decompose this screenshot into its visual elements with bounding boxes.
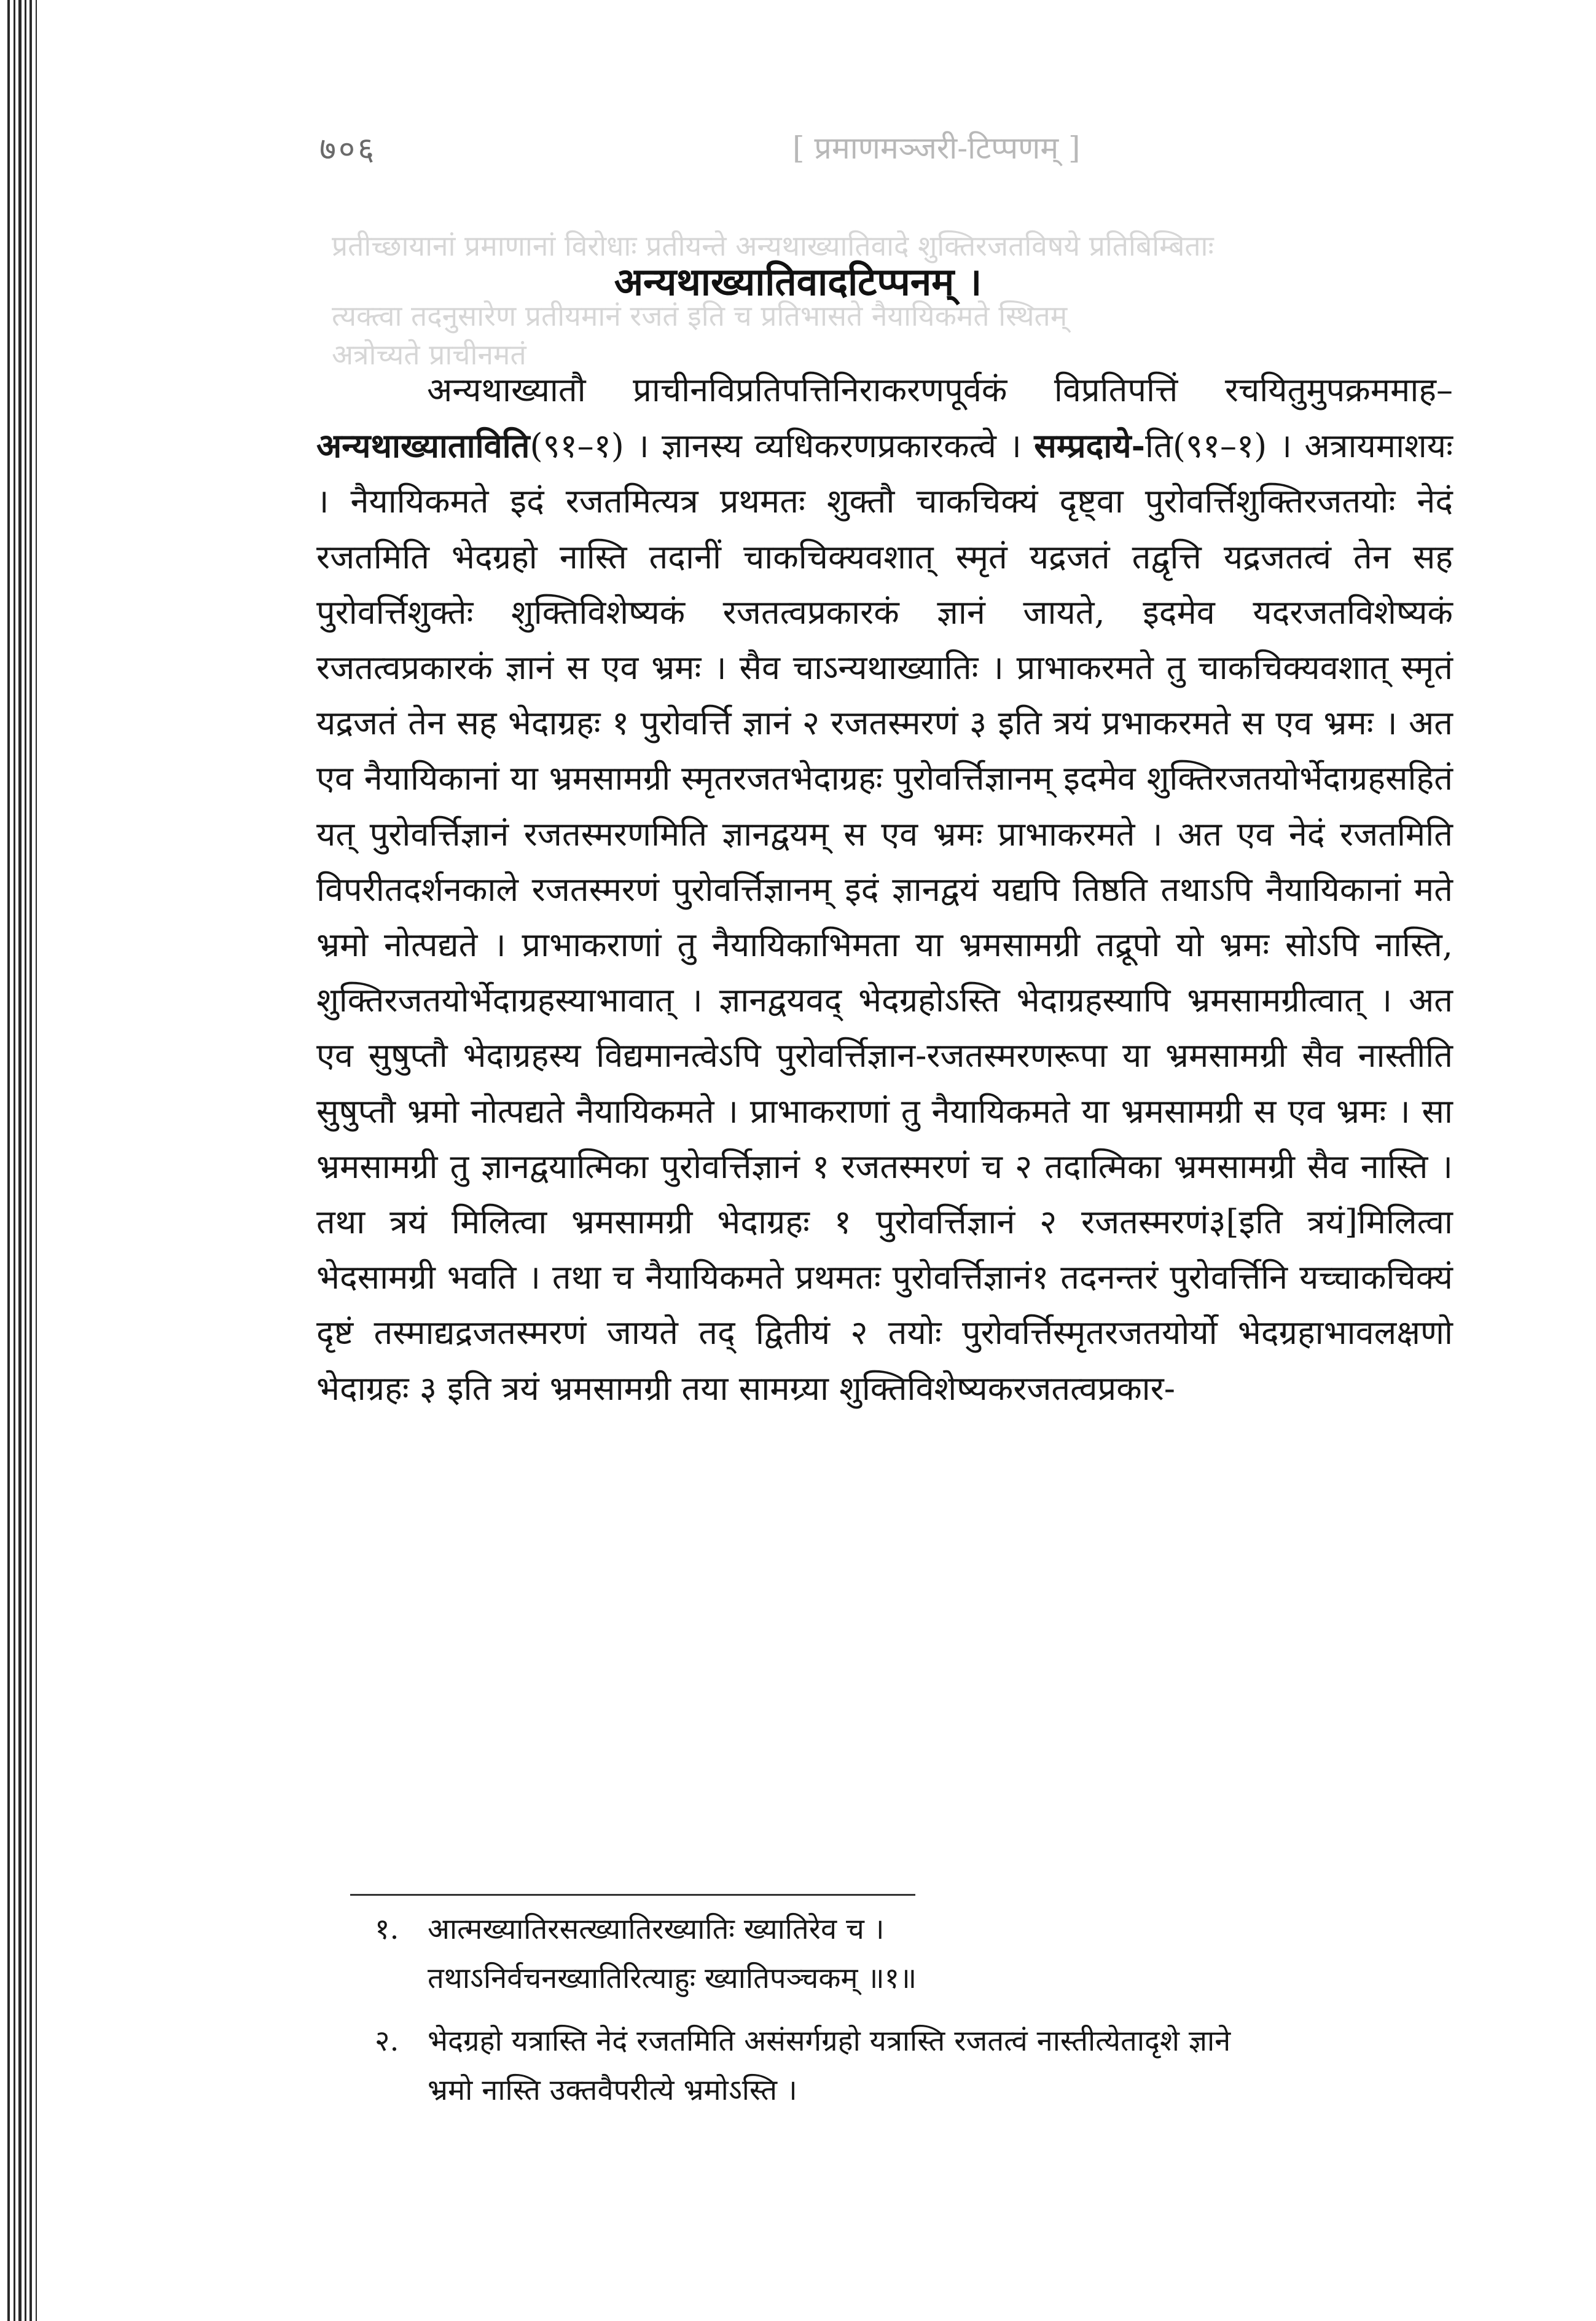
- body-text-segment: ति(९१–१) । अत्रायमाशयः । नैयायिकमते इदं रजतमित्यत्र प्रथमतः शुक्तौ चाकचिक्यं दृष्ट्वा पुरोवर्त्तिशुक्तिरजतयोः नेदं रजतमिति भेदग्रहो नास्ति तदानीं चाकचिक्यवशात् स्मृतं यद्रजतं तद्वृत्ति यद्रजतत्वं तेन सह पुरोवर्त्तिशुक्तेः शुक्तिविशेष्यकं रजतत्वप्रकारकं ज्ञानं जायते, इदमेव यदरजतविशेष्यकं रजतत्वप्रकारकं ज्ञानं स एव भ्रमः । सैव चाऽन्यथाख्यातिः । प्राभाकरमते तु चाकचिक्यवशात् स्मृतं यद्रजतं तेन सह भेदाग्रहः १ पुरोवर्त्ति ज्ञानं २ रजतस्मरणं ३ इति त्रयं प्रभाकरमते स एव भ्रमः । अत एव नैयायिकानां या भ्रमसामग्री स्मृतरजतभेदाग्रहः पुरोवर्त्तिज्ञानम् इदमेव शुक्तिरजतयोर्भेदाग्रहसहितं यत् पुरोवर्त्तिज्ञानं रजतस्मरणमिति ज्ञानद्वयम् स एव भ्रमः प्राभाकरमते । अत एव नेदं रजतमिति विपरीतदर्शनकाले रजतस्मरणं पुरोवर्त्तिज्ञानम् इदं ज्ञानद्वयं यद्यपि तिष्ठति तथाऽपि नैयायिकानां मते भ्रमो नोत्पद्यते । प्राभाकराणां तु नैयायिकाभिमता या भ्रमसामग्री तद्रूपो यो भ्रमः सोऽपि नास्ति, शुक्तिरजतयोर्भेदाग्रहस्याभावात् । ज्ञानद्वयवद् भेदग्रहोऽस्ति भेदाग्रहस्यापि भ्रमसामग्रीत्वात् । अत एव सुषुप्तौ भेदाग्रहस्य विद्यमानत्वेऽपि पुरोवर्त्तिज्ञान-रजतस्मरणरूपा या भ्रमसामग्री सैव नास्तीति सुषुप्तौ भ्रमो नोत्पद्यते नैयायिकमते । प्राभाकराणां तु नैयायिकमते या भ्रमसामग्री स एव भ्रमः । सा भ्रमसामग्री तु ज्ञानद्वयात्मिका पुरोवर्त्तिज्ञानं १ रजतस्मरणं च २ तदात्मिका भ्रमसामग्री सैव नास्ति । तथा त्रयं मिलित्वा भ्रमसामग्री भेदाग्रहः १ पुरोवर्त्तिज्ञानं २ रजतस्मरणं३[इति त्रयं]मिलित्वा भेदसामग्री भवति । तथा च नैयायिकमते प्रथमतः पुरोवर्त्तिज्ञानं१ तदनन्तरं पुरोवर्त्तिनि यच्चाकचिक्यं दृष्टं तस्माद्यद्रजतस्मरणं जायते तद् द्वितीयं २ तयोः पुरोवर्त्तिस्मृतरजतयोर्यो भेदग्रहाभावलक्षणो भेदाग्रहः ३ इति त्रयं भ्रमसामग्री तया सामग्र्या शुक्तिविशेष्यकरजतत्वप्रकार-: [316, 426, 1453, 1408]
- lemma-bold: अन्यथाख्याताविति: [316, 426, 530, 466]
- footnote: [375, 1905, 1456, 2003]
- footnote: [375, 2017, 1456, 2115]
- body-text-segment: (९१–१) । ज्ञानस्य व्यधिकरणप्रकारकत्वे ।: [530, 426, 1035, 466]
- footnote-line: आत्मख्यातिरसत्ख्यातिरख्यातिः ख्यातिरेव च ।: [428, 1912, 885, 1946]
- bleed-through-line: प्रतीच्छायानां प्रमाणानां विरोधाः प्रतीयन्ते अन्यथाख्यातिवादे शुक्तिरजतविषये प्रतिबिम्बिताः: [332, 229, 1214, 262]
- footnote-line: भेदग्रहो यत्रास्ति नेदं रजतमिति असंसर्गग्रहो यत्रास्ति रजतत्वं नास्तीत्येतादृशे ज्ञाने: [428, 2024, 1231, 2058]
- lemma-bold: सम्प्रदाये-: [1034, 426, 1146, 466]
- footnote-line: तथाऽनिर्वचनख्यातिरित्याहुः ख्यातिपञ्चकम् ॥१॥: [428, 1962, 917, 1995]
- bleed-through-line: त्यक्त्वा तदनुसारेण प्रतीयमानं रजतं इति च प्रतिभासते नैयायिकमते स्थितम्: [332, 299, 1068, 332]
- footnotes: [375, 1905, 1456, 2129]
- page-number: ७०६: [319, 131, 377, 168]
- footnote-number: २.: [375, 2024, 399, 2058]
- footnote-number: १.: [375, 1912, 399, 1946]
- commentary-body: [316, 363, 1453, 1416]
- section-title: अन्यथाख्यातिवादटिप्पनम् ।: [614, 259, 982, 304]
- footnote-separator: [350, 1894, 915, 1896]
- binding-gutter: [0, 0, 49, 2321]
- bleed-through-line: अत्रोच्यते प्राचीनमतं: [332, 338, 526, 371]
- body-text-segment: अन्यथाख्यातौ प्राचीनविप्रतिपत्तिनिराकरणपूर्वकं विप्रतिपत्तिं रचयितुमुपक्रममाह–: [427, 371, 1453, 409]
- footnote-line: भ्रमो नास्ति उक्तवैपरीत्ये भ्रमोऽस्ति ।: [428, 2073, 797, 2107]
- running-head: [ प्रमाणमञ्जरी-टिप्पणम् ]: [792, 130, 1081, 166]
